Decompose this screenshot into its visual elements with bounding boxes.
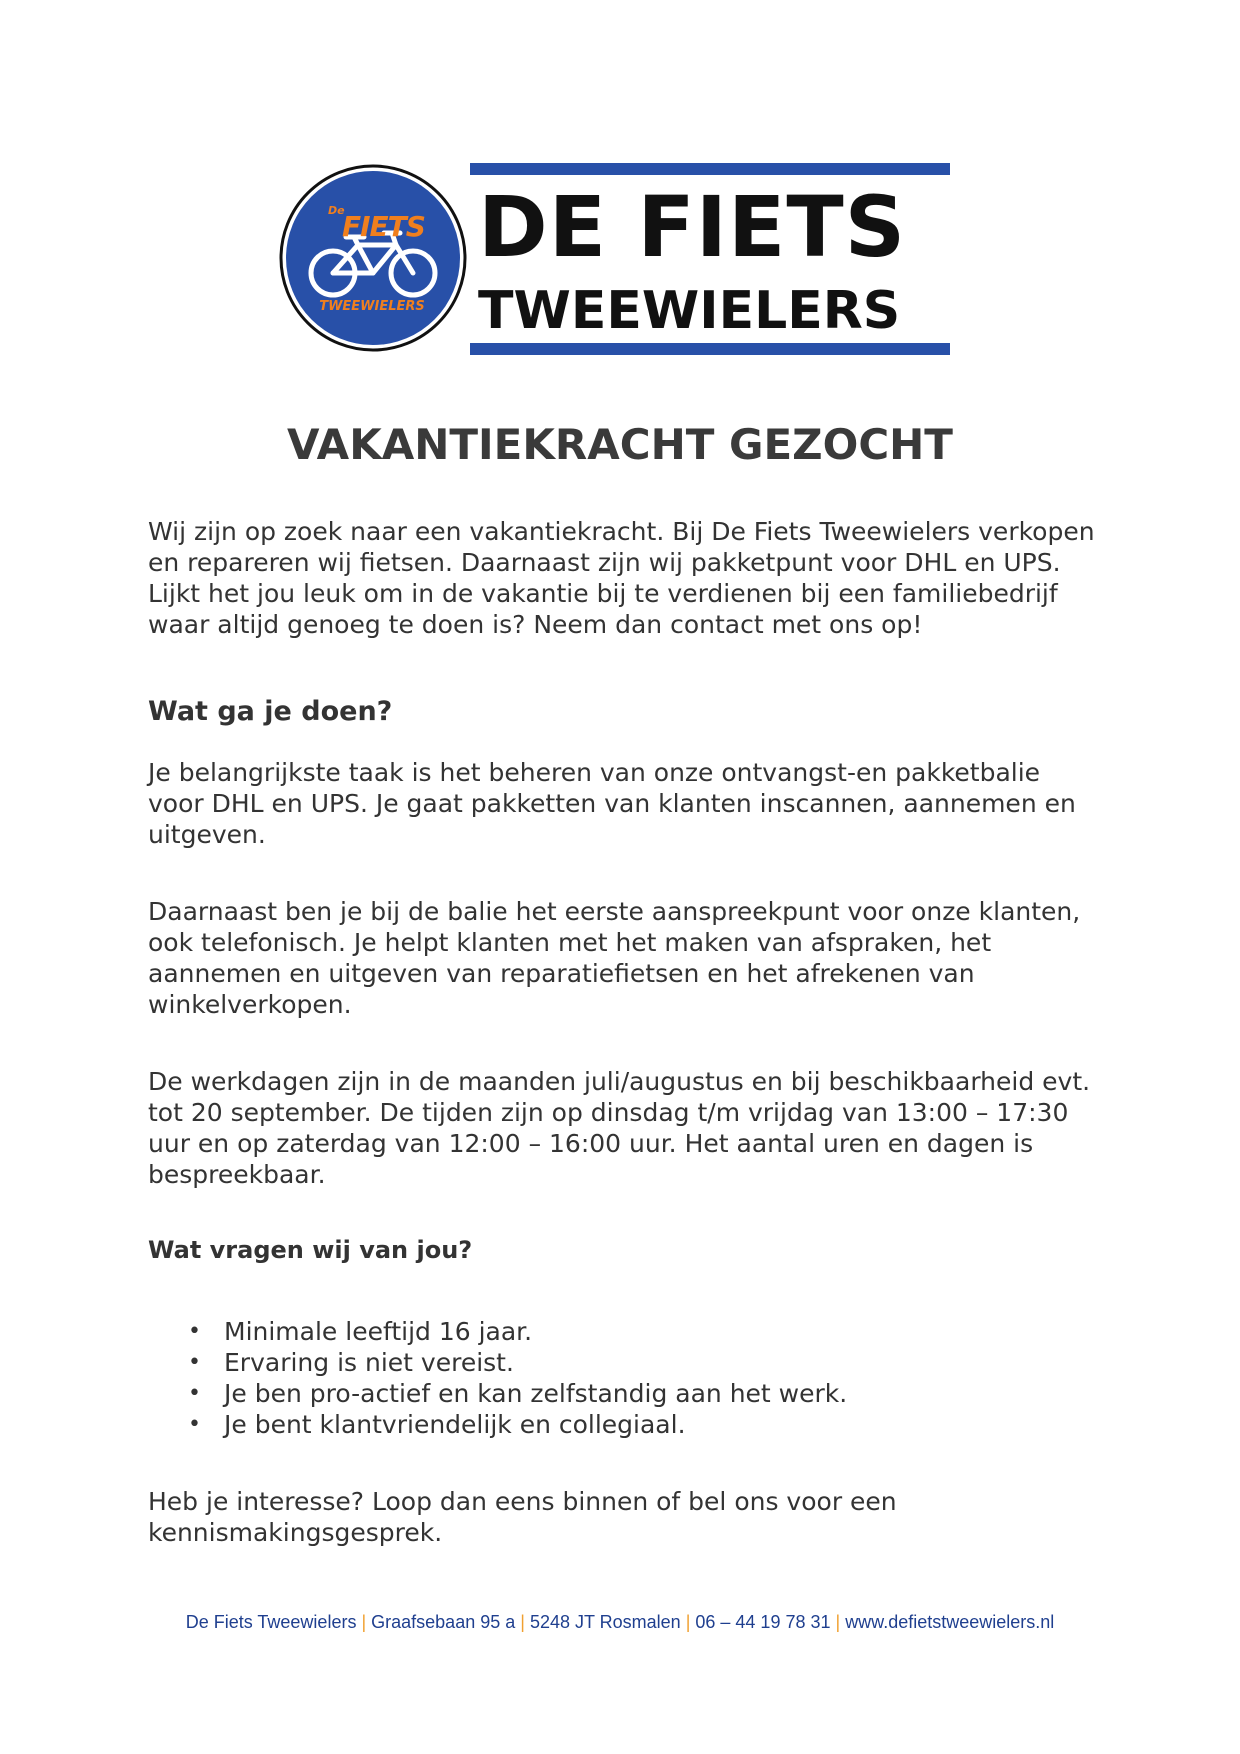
- intro-paragraph: Wij zijn op zoek naar een vakantiekracht. Bij De Fiets Tweewielers verkopen en repareren wij fietsen. Daarnaast zijn wij pakketpunt voor DHL en UPS. Lijkt het jou leuk om in de vakantie bij te verdienen bij een familiebedrijf waar altijd genoeg te doen is? Neem dan contact met ons op!: [148, 517, 1095, 639]
- footer-separator: |: [835, 1612, 841, 1632]
- requirements-heading: Wat vragen wij van jou?: [148, 1236, 473, 1264]
- list-item-text: Ervaring is niet vereist.: [224, 1348, 514, 1377]
- tasks-paragraph-1: Je belangrijkste taak is het beheren van onze ontvangst-en pakketbalie voor DHL en UPS. Je gaat pakketten van klanten inscannen, aannemen en uitgeven.: [148, 758, 1076, 849]
- footer-website: www.defietstweewielers.nl: [845, 1612, 1055, 1632]
- logo-bar-top: [470, 163, 950, 175]
- list-item-text: Minimale leeftijd 16 jaar.: [224, 1317, 533, 1346]
- bullet: •: [188, 1350, 201, 1375]
- bullet: •: [188, 1412, 201, 1437]
- footer-phone: 06 – 44 19 78 31: [695, 1612, 831, 1632]
- footer-separator: |: [361, 1612, 367, 1632]
- logo-bar-bottom: [470, 343, 950, 355]
- tasks-heading: Wat ga je doen?: [148, 696, 393, 727]
- footer-company: De Fiets Tweewielers: [185, 1612, 357, 1632]
- list-item-text: Je bent klantvriendelijk en collegiaal.: [224, 1410, 686, 1439]
- logo-emblem-fiets: FIETS: [342, 210, 425, 243]
- logo-wordmark: [470, 163, 956, 359]
- logo-wordmark-line2: TWEEWIELERS: [478, 281, 901, 341]
- logo-wordmark-line1: DE FIETS: [478, 178, 907, 276]
- bullet: •: [188, 1319, 201, 1344]
- list-item: [148, 1316, 1098, 1347]
- footer-separator: |: [520, 1612, 525, 1632]
- tasks-paragraph-3: De werkdagen zijn in de maanden juli/augustus en bij beschikbaarheid evt. tot 20 september. De tijden zijn op dinsdag t/m vrijdag van 13:00 – 17:30 uur en op zaterdag van 12:00 – 16:00 uur. Het aantal uren en dagen is bespreekbaar.: [148, 1067, 1091, 1189]
- logo-emblem: [278, 163, 468, 353]
- bullet: •: [188, 1381, 201, 1406]
- requirements-list: [148, 1316, 1098, 1440]
- page-footer: [0, 1612, 1240, 1633]
- footer-address: Graafsebaan 95 a: [371, 1612, 516, 1632]
- page-title: VAKANTIEKRACHT GEZOCHT: [287, 420, 953, 469]
- list-item: [148, 1347, 1098, 1378]
- footer-separator: |: [685, 1612, 691, 1632]
- closing-paragraph: Heb je interesse? Loop dan eens binnen of bel ons voor een kennismakingsgesprek.: [148, 1487, 897, 1547]
- document-body: [148, 516, 1098, 1548]
- list-item: [148, 1378, 1098, 1409]
- list-item-text: Je ben pro-actief en kan zelfstandig aan het werk.: [224, 1379, 848, 1408]
- logo-emblem-tweewielers: TWEEWIELERS: [319, 299, 425, 314]
- bicycle-icon: [278, 163, 468, 353]
- logo-emblem-de: De: [328, 204, 345, 217]
- tasks-paragraph-2: Daarnaast ben je bij de balie het eerste aanspreekpunt voor onze klanten, ook telefonisch. Je helpt klanten met het maken van afspraken, het aannemen en uitgeven van reparatiefietsen en het afrekenen van winkelverkopen.: [148, 897, 1081, 1019]
- footer-postcode: 5248 JT Rosmalen: [529, 1612, 681, 1632]
- list-item: [148, 1409, 1098, 1440]
- company-logo: [278, 163, 956, 359]
